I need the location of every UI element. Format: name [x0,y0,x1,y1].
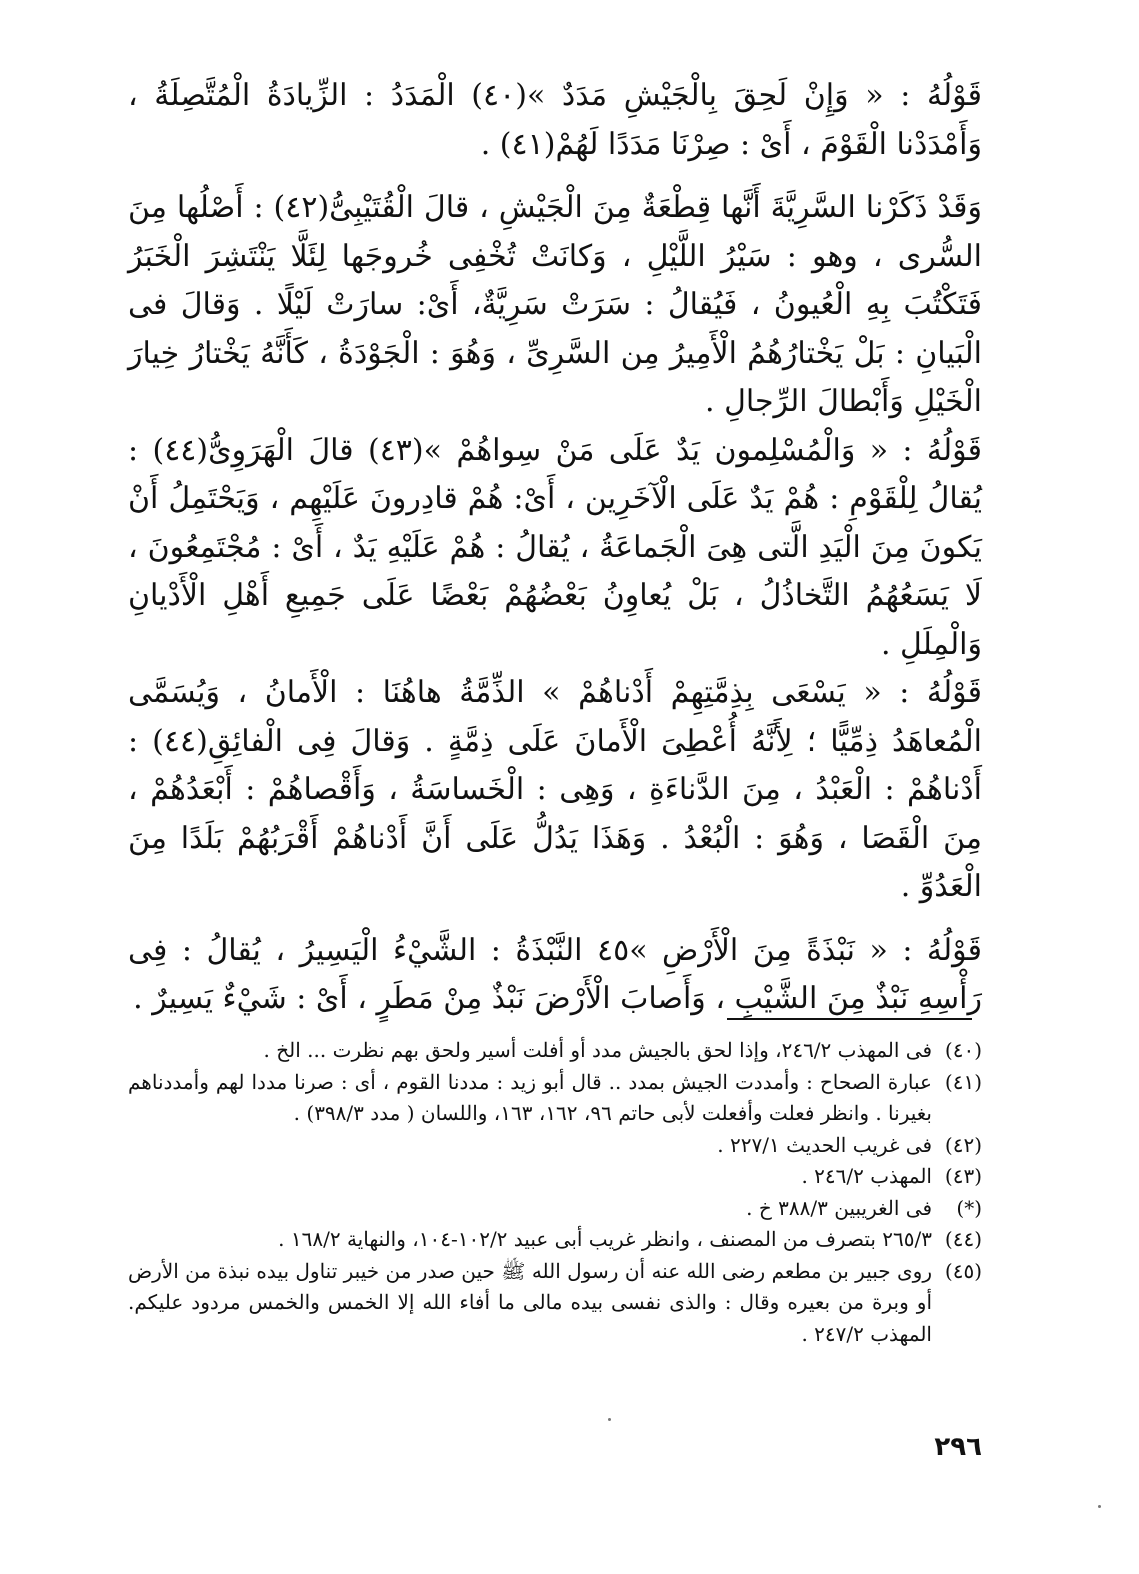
footnote-number: (٤٤) [944,1227,982,1251]
footnote-number: (٤١) [944,1069,982,1094]
footnote [128,1067,982,1130]
footnote-number: (٤٣) [944,1164,982,1188]
footnote [128,1130,982,1162]
paragraph-dhimma: قَوْلُهُ : « يَسْعَى بِذِمَّتِهِمْ أَدْناهُمْ » الذِّمَّةُ هاهُنَا : الْأَمانُ ، وَيُسَمَّى الْمُعاهَدُ ذِمِّيًّا ؛ لِأَنَّهُ أُعْطِىَ الْأَمانَ عَلَى ذِمَّةٍ . وَقالَ فِى الْفائِقِ(٤٤) : أَدْناهُمْ : الْعَبْدُ ، مِنَ الدَّناءَةِ ، وَهِى : الْخَساسَةُ ، وَأَقْصاهُمْ : أَبْعَدُهُمْ ، مِنَ الْقَصَا ، وَهُوَ : الْبُعْدُ . وَهَذَا يَدُلُّ عَلَى أَنَّ أَدْناهُمْ أَقْرَبُهُمْ بَلَدًا مِنَ الْعَدُوِّ . [128,675,982,904]
footnote-number: (٤٢) [944,1132,982,1157]
scan-speck [1098,1505,1101,1508]
footnote [128,1161,982,1193]
footnotes [128,1035,982,1350]
page-number: ٢٩٦ [934,1432,982,1462]
footnote-text: المهذب ٢٤٦/٢ . [801,1164,932,1188]
scan-speck [608,1418,611,1421]
footnote-text: فى المهذب ٢٤٦/٢، وإذا لحق بالجيش مدد أو أفلت أسير ولحق بهم نظرت ... الخ . [263,1038,932,1062]
paragraph-nabdha: قَوْلُهُ : « نَبْذَةً مِنَ الْأَرْضِ »٤٥ النَّبْذَةُ : الشَّيْءُ الْيَسِيرُ ، يُقالُ : فِى رَأْسِهِ نَبْذٌ مِنَ الشَّيْبِ ، وَأَصابَ الْأَرْضَ نَبْذٌ مِنْ مَطَرٍ ، أَىْ : شَيْءٌ يَسِيرٌ . [128,932,982,1016]
footnote-text: عبارة الصحاح : وأمددت الجيش بمدد .. قال أبو زيد : مددنا القوم ، أى : صرنا مددا لهم وأمددناهم بغيرنا . وانظر فعلت وأفعلت لأبى حاتم ٩٦، ١٦٢، ١٦٣، واللسان ( مدد ٣٩٨/٣) . [128,1069,932,1125]
footnote-text: روى جبير بن مطعم رضى الله عنه أن رسول الله ﷺ حين صدر من خيبر تناول بيده نبذة من الأرض أو وبرة من بعيره وقال : والذى نفسى بيده مالى ما أفاء الله إلا الخمس والخمس مردود عليكم. المهذب ٢٤٧/٢ . [128,1258,932,1346]
footnote-number: (٤٠) [944,1038,982,1062]
paragraph-yad: قَوْلُهُ : « وَالْمُسْلِمون يَدٌ عَلَى مَنْ سِواهُمْ »(٤٣) قالَ الْهَرَوِىُّ(٤٤) : يُقالُ لِلْقَوْمِ : هُمْ يَدٌ عَلَى الْآخَرِين ، أَىْ: هُمْ قادِرونَ عَلَيْهِم ، وَيَحْتَمِلُ أَنْ يَكونَ مِنَ الْيَدِ الَّتى هِىَ الْجَماعَةُ ، يُقالُ : هُمْ عَلَيْهِ يَدٌ ، أَىْ : مُجْتَمِعُونَ ، لَا يَسَعُهُمُ التَّخاذُلُ ، بَلْ يُعاوِنُ بَعْضُهُمْ بَعْضًا عَلَى جَمِيعِ أَهْلِ الْأَدْيانِ وَالْمِلَلِ . [128,432,982,662]
footnote-text: ٢٦٥/٣ بتصرف من المصنف ، وانظر غريب أبى عبيد ١٠٢/٢-١٠٤، والنهاية ١٦٨/٢ . [278,1227,932,1251]
footnote [128,1224,982,1256]
main-text [128,72,982,1024]
paragraph-sariyya: وَقَدْ ذَكَرْنا السَّرِيَّةَ أَنَّها قِطْعَةٌ مِنَ الْجَيْشِ ، قالَ الْقُتَيْبِىُّ(٤٢) : أَصْلُها مِنَ السُّرى ، وهو : سَيْرُ اللَّيْلِ ، وَكانَتْ تُخْفِى خُروجَها لِئَلَّا يَنْتَشِرَ الْخَبَرُ فَتَكْتُبَ بِهِ الْعُيونُ ، فَيُقالُ : سَرَتْ سَرِيَّةٌ، أَىْ: سارَتْ لَيْلًا . وَقالَ فى الْبَيانِ : بَلْ يَخْتارُهُمُ الْأَمِيرُ مِن السَّرِىِّ ، وَهُوَ : الْجَوْدَةُ ، كَأَنَّهُ يَخْتارُ خِيارَ الْخَيْلِ وَأَبْطالَ الرِّجالِ . [128,190,982,419]
footnote-text: فى غريب الحديث ٢٢٧/١ . [717,1132,932,1157]
footnote-text: فى الغريبين ٣٨٨/٣ خ . [746,1195,932,1220]
footnote-number: (*) [956,1195,982,1220]
footnote [128,1035,982,1067]
footnote-separator [727,1018,972,1020]
footnote [128,1193,982,1225]
footnote-number: (٤٥) [944,1258,982,1283]
paragraph-madad: قَوْلُهُ : « وَإِنْ لَحِقَ بِالْجَيْشِ مَدَدٌ »(٤٠) الْمَدَدُ : الزِّيادَةُ الْمُتَّصِلَةُ ، وَأَمْدَدْنا الْقَوْمَ ، أَىْ : صِرْنَا مَدَدًا لَهُمْ(٤١) . [128,78,983,162]
footnote [128,1256,982,1351]
